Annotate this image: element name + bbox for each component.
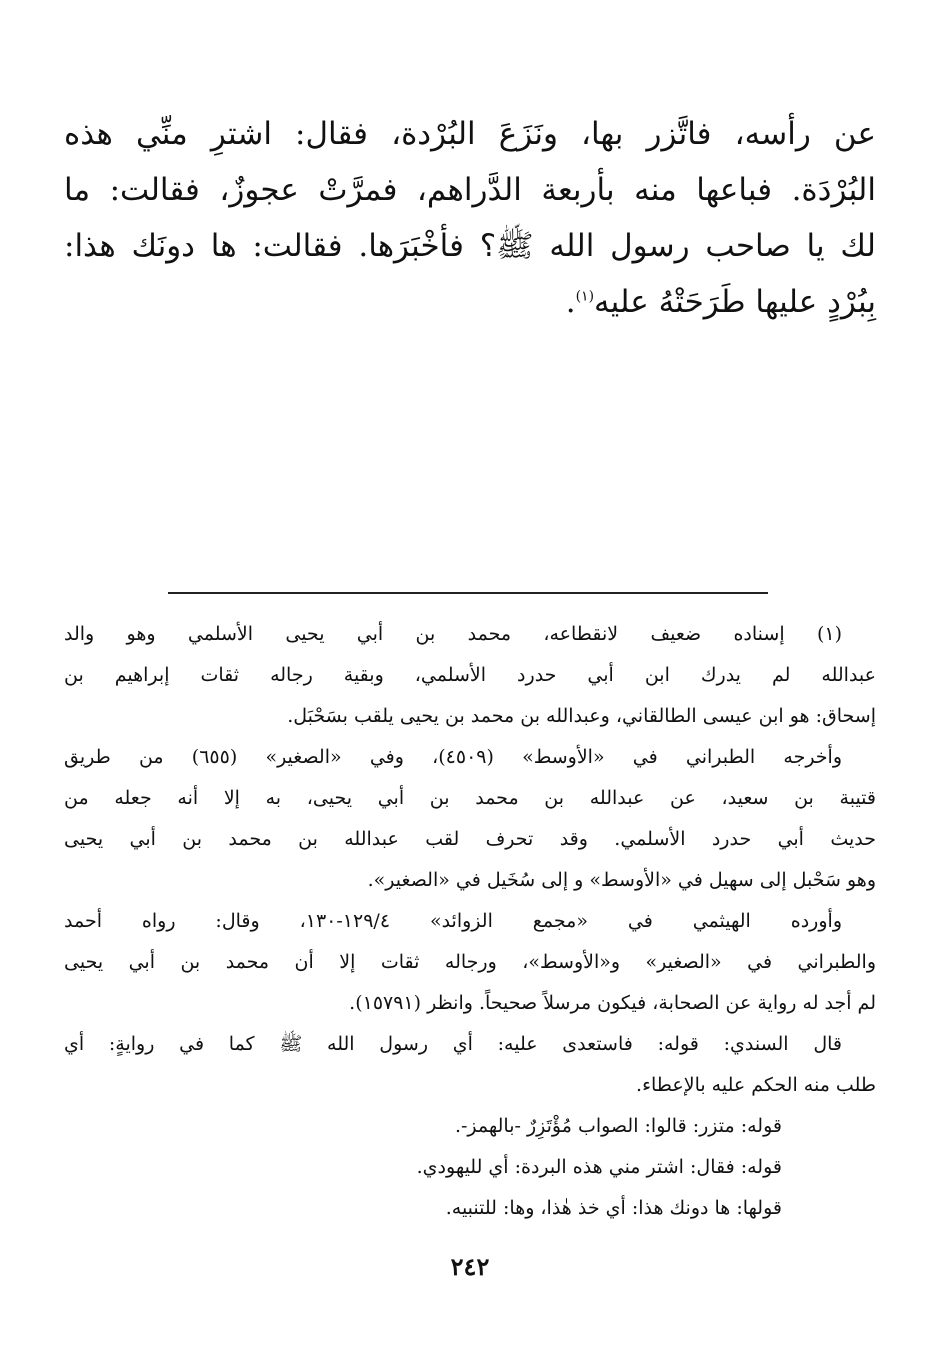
page-number: ٢٤٢: [450, 1252, 490, 1281]
footnote-line: إسحاق: هو ابن عيسى الطالقاني، وعبدالله بن محمد بن يحيى يلقب بسَحْبَل.: [287, 705, 876, 727]
footnote-reference: (١): [575, 288, 595, 305]
footnote-line: لم أجد له رواية عن الصحابة، فيكون مرسلاً صحيحاً. وانظر (١٥٧٩١).: [349, 992, 876, 1014]
footnote-line: حديث أبي حدرد الأسلمي. وقد تحرف لقب عبدالله بن محمد بن أبي يحيى: [64, 828, 876, 850]
footnote-paragraph: [64, 901, 876, 1024]
footnote-paragraph: [64, 1106, 876, 1229]
footnote-line: قال السندي: قوله: فاستعدى عليه: أي رسول الله ﷺ كما في روايةٍ: أي: [64, 1033, 842, 1055]
footnote-separator: [168, 592, 768, 594]
main-text-line: بِبُرْدٍ عليها طَرَحَتْهُ عليه: [594, 284, 876, 320]
footnote-line: قوله: متزر: قالوا: الصواب مُؤْتَزِرٌ -بالهمز-.: [454, 1115, 782, 1137]
footnote-line: قولها: ها دونك هذا: أي خذ هٰذا، وها: للتنبيه.: [445, 1197, 782, 1219]
footnote-line: وأورده الهيثمي في «مجمع الزوائد» ١٢٩/٤-١٣٠، وقال: رواه أحمد: [64, 910, 842, 932]
main-text-last-line: [64, 274, 876, 330]
footnote-line: وهو سَحْبل إلى سهيل في «الأوسط» و إلى سُخَيل في «الصغير».: [367, 869, 876, 891]
footnote-paragraph: [64, 737, 876, 901]
footnote-line: (١) إسناده ضعيف لانقطاعه، محمد بن أبي يحيى الأسلمي وهو والد: [64, 623, 842, 645]
footnote-line: قوله: فقال: اشتر مني هذه البردة: أي لليهودي.: [416, 1156, 782, 1178]
main-text-line: البُرْدَة. فباعها منه بأربعة الدَّراهم، فمرَّتْ عجوزٌ، فقالت: ما: [64, 172, 876, 208]
footnote-line: عبدالله لم يدرك ابن أبي حدرد الأسلمي، وبقية رجاله ثقات إبراهيم بن: [64, 664, 876, 686]
footnote-paragraph: [64, 1024, 876, 1106]
footnotes: [64, 614, 876, 1229]
end-mark: .: [565, 284, 576, 320]
main-text: [64, 106, 876, 330]
main-text-line: عن رأسه، فاتَّزر بها، ونَزَعَ البُرْدة، فقال: اشترِ منِّي هذه: [64, 116, 876, 152]
main-text-line: لك يا صاحب رسول الله ﷺ؟ فأخْبَرَها. فقالت: ها دونَك هذا:: [64, 228, 876, 264]
footnote-paragraph: [64, 614, 876, 737]
footnote-line: طلب منه الحكم عليه بالإعطاء.: [636, 1074, 876, 1096]
footnote-line: قتيبة بن سعيد، عن عبدالله بن محمد بن أبي يحيى، به إلا أنه جعله من: [64, 787, 876, 809]
footnote-line: والطبراني في «الصغير» و«الأوسط»، ورجاله ثقات إلا أن محمد بن أبي يحيى: [64, 951, 876, 973]
footnote-line: وأخرجه الطبراني في «الأوسط» (٤٥٠٩)، وفي «الصغير» (٦٥٥) من طريق: [64, 746, 842, 768]
